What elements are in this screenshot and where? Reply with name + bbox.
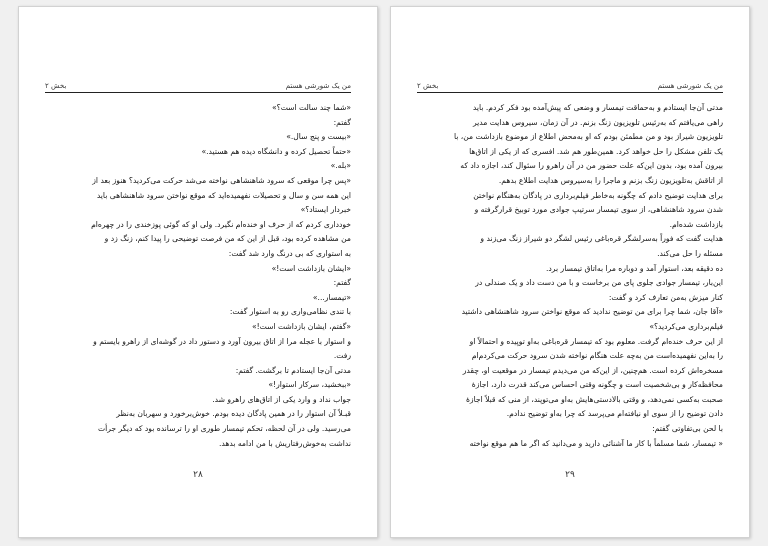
header-book-title: من یک شورشی هستم (657, 82, 723, 90)
text-line: مدتی آن‌جا ایستادم تا برگشت. گفتم: (235, 365, 351, 375)
text-line: این‌بار، تیمسار جوادی جلوی پای من برخاست و با من دست داد و یک صندلی در (475, 278, 723, 288)
text-line: دادن توضیح را از سوی او نیافته‌ام می‌پرسد که چرا به‌او توضیح ندادم. (506, 409, 723, 419)
text-line: «آقا جان، شما چرا برای من توضیح ندادید که موقع نواختن سرود شاهنشاهی داشتید (461, 307, 723, 317)
text-line: تلویزیون شیراز بود و من مطمئن بودم که او به‌محض اطلاع از موضوع بازداشت من، با (453, 132, 723, 142)
text-line: من مشاهده کرده بود، قبل از این که من فرصت توضیحی را پیدا کنم، زنگ زد و (104, 234, 351, 244)
text-line: فیلم‌برداری می‌کردید؟» (649, 321, 723, 331)
text-line: می‌رسید. ولی در آن لحظه، تحکم تیمسار طوری او را ترسانده بود که دیگر جرأت (97, 424, 351, 434)
text-line: با لحن بی‌تفاوتی گفتم: (652, 424, 723, 434)
text-line: ده دقیقه بعد، استوار آمد و دوباره مرا به‌اتاق تیمسار برد. (546, 263, 723, 273)
page-body-text (45, 101, 351, 451)
text-line: «بله.» (330, 161, 351, 171)
page-body-text (417, 101, 723, 451)
text-line: « تیمسار، شما مسلماً با کار ما آشنائی دارید و می‌دانید که اگر ما هم موقع نواخته (469, 438, 723, 448)
text-line: شدن سرود شاهنشاهی، از سوی تیمسار سرتیپ جوادی مورد توبیخ قرارگرفته و (474, 205, 723, 215)
text-line: «پس چرا موقعی که سرود شاهنشاهی نواخته می‌شد حرکت می‌کردید؟ هنوز بعد از (92, 175, 351, 185)
text-line: گفتم: (333, 278, 351, 288)
text-line: گفتم: (333, 117, 351, 127)
text-line: مسئله را حل می‌کند. (657, 248, 723, 258)
text-line: «ایشان بازداشت است!» (271, 263, 351, 273)
text-line: «بیست و پنج سال.» (286, 132, 351, 142)
header-book-title: من یک شورشی هستم (285, 82, 351, 90)
text-line: راهی می‌یافتم که به‌رئیس تلویزیون زنگ بزنم. در آن زمان، سیروس هدایت مدیر (472, 117, 723, 127)
text-line: برای هدایت توضیح دادم که چگونه به‌خاطر فیلم‌برداری در پادگان به‌هنگام نواختن (473, 190, 723, 200)
text-line: بازداشت شده‌ام. (669, 219, 723, 229)
text-line: کنار میزش به‌من تعارف کرد و گفت: (608, 292, 723, 302)
page-number: ۲۹ (565, 470, 575, 480)
text-line: صحبت به‌کسی نمی‌دهد، و وقتی بالادستی‌هایش به‌او می‌توپند، از منی که قبلاً اجازهٔ (465, 394, 723, 404)
page-number: ۲۸ (193, 470, 203, 480)
text-line: «شما چند سالت است؟» (272, 103, 351, 112)
text-line: مسخره‌اش کرده است. هم‌چنین، از این‌که من می‌دیدم تیمسار در موقعیت او، چقدر (462, 365, 723, 375)
text-line: مدتی آن‌جا ایستادم و به‌حماقت تیمسار و وضعی که پیش‌آمده بود فکر کردم. باید (472, 103, 723, 112)
left-page (18, 6, 378, 538)
text-line: بیرون آمده بود، بدون این‌که علت حضور من در آن راهرو را سئوال کند، اجازه داد که (460, 161, 723, 171)
header-chapter: بخش ۲ (45, 82, 67, 90)
text-line: یک تلفن مشکل را حل خواهد کرد. همین‌طور هم شد. افسری که از یکی از اتاق‌ها (469, 146, 723, 156)
text-line: به استواری که بی درنگ وارد شد گفت: (228, 248, 351, 258)
text-line: رفت. (333, 351, 351, 361)
right-page (390, 6, 750, 538)
text-line: نداشت به‌خوش‌رفتاریش با من ادامه بدهد. (218, 438, 351, 448)
text-line: قبـلاً آن استوار را در همین پادگان دیده بودم. خوش‌برخورد و سهربان به‌نظر (116, 409, 351, 419)
text-line: و استوار با عجله مرا از اتاق بیرون آورد و دستور داد در گوشه‌ای از راهرو بایستم و (93, 336, 351, 346)
text-line: «گفتم، ایشان بازداشت است!» (251, 321, 351, 331)
text-line: «ببخشید، سرکار استوار!» (268, 380, 351, 390)
text-line: از این حرف خنده‌ام گرفت. معلوم بود که تیمسار قره‌باغی به‌او توپیده و احتمالاً او (469, 336, 723, 346)
text-line: «حتماً تحصیل کرده و دانشگاه دیده هم هستید.» (201, 146, 351, 156)
page-header (45, 79, 351, 93)
page-header (417, 79, 723, 93)
text-line: محافظه‌کار و بی‌شخصیت است و چگونه وقتی احساس می‌کند قدرت دارد، اجازهٔ (471, 380, 723, 390)
text-line: جواب نداد و وارد یکی از اتاق‌های راهرو شد. (212, 394, 351, 404)
text-line: خودداری کردم که از حرف او خنده‌ام نگیرد. ولی او که گوئی پوزخندی را در چهره‌ام (91, 219, 351, 229)
text-line: از اتاقش به‌تلویزیون زنگ بزنم و ماجرا را به‌سیروس هدایت اطلاع بدهم. (498, 175, 723, 185)
text-line: خبردار ایستاد؟» (300, 205, 351, 215)
text-line: را به‌این نفهمیده‌است من به‌چه علت هنگام نواخته شدن سرود حرکت می‌کردم‌ام (471, 351, 723, 361)
text-line: این همه سن و سال و تحصیلات نفهمیده‌اید که موقع نواختن سرود شاهنشاهی باید (96, 190, 351, 200)
header-chapter: بخش ۲ (417, 82, 439, 90)
text-line: هدایت گفت که فوراً به‌سرلشگر قره‌باغی رئیس لشگر دو شیراز زنگ می‌زند و (480, 234, 723, 244)
text-line: با تندی نظامی‌واری رو به استوار گفت: (229, 307, 351, 317)
text-line: «تیمسار...» (312, 292, 351, 302)
